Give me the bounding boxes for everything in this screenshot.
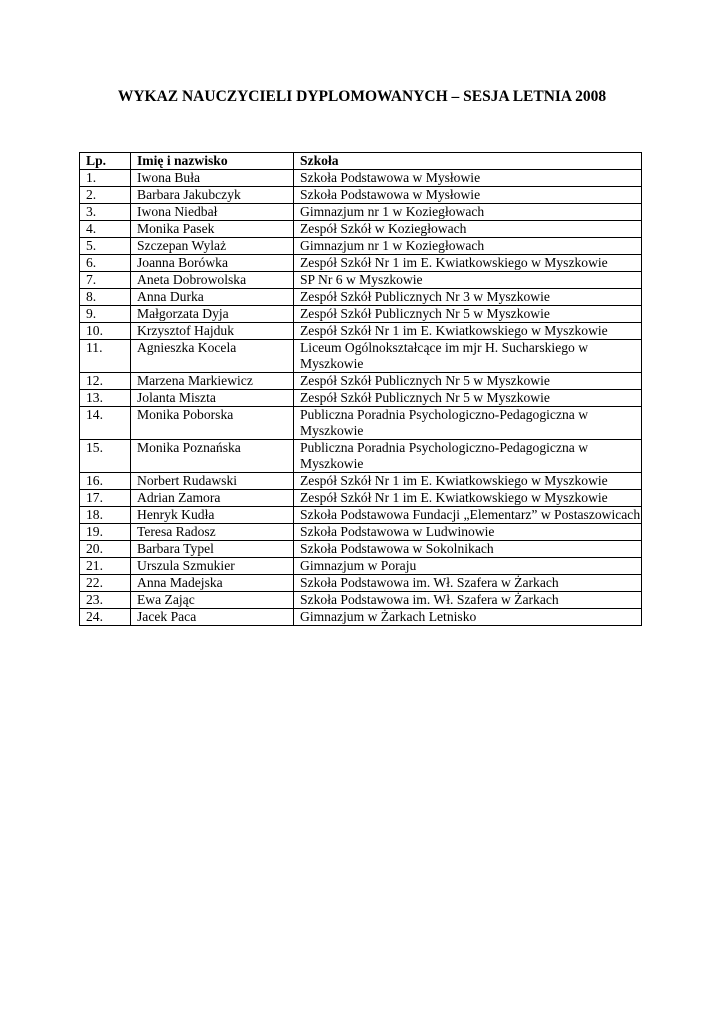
teachers-table [79,152,642,626]
table-row [80,490,642,507]
teacher-name-cell: Krzysztof Hajduk [131,323,294,340]
table-row [80,592,642,609]
row-number-cell: 12. [80,373,131,390]
teacher-name-cell: Norbert Rudawski [131,473,294,490]
teacher-name-cell: Małgorzata Dyja [131,306,294,323]
table-row [80,289,642,306]
page-title: WYKAZ NAUCZYCIELI DYPLOMOWANYCH – SESJA LETNIA 2008 [117,88,607,105]
row-number-cell: 6. [80,255,131,272]
school-name-cell: Zespół Szkół Nr 1 im E. Kwiatkowskiego w Myszkowie [294,255,642,272]
teacher-name-cell: Aneta Dobrowolska [131,272,294,289]
school-name-cell: Zespół Szkół Nr 1 im E. Kwiatkowskiego w Myszkowie [294,323,642,340]
row-number-cell: 18. [80,507,131,524]
column-header-school: Szkoła [294,153,642,170]
school-name-cell: Gimnazjum w Żarkach Letnisko [294,609,642,626]
row-number-cell: 10. [80,323,131,340]
teacher-name-cell: Henryk Kudła [131,507,294,524]
school-name-cell: Zespół Szkół Nr 1 im E. Kwiatkowskiego w Myszkowie [294,490,642,507]
table-row [80,306,642,323]
teacher-name-cell: Monika Pasek [131,221,294,238]
table-row [80,609,642,626]
teacher-name-cell: Szczepan Wylaż [131,238,294,255]
teacher-name-cell: Urszula Szmukier [131,558,294,575]
table-row [80,507,642,524]
table-body [80,170,642,626]
school-name-cell: Liceum Ogólnokształcące im mjr H. Sucharskiego w Myszkowie [294,340,642,373]
row-number-cell: 15. [80,440,131,473]
teacher-name-cell: Marzena Markiewicz [131,373,294,390]
school-name-cell: Szkoła Podstawowa w Ludwinowie [294,524,642,541]
teacher-name-cell: Anna Durka [131,289,294,306]
row-number-cell: 20. [80,541,131,558]
school-name-cell: Publiczna Poradnia Psychologiczno-Pedagogiczna w Myszkowie [294,440,642,473]
row-number-cell: 17. [80,490,131,507]
school-name-cell: Zespół Szkół Publicznych Nr 3 w Myszkowie [294,289,642,306]
teacher-name-cell: Ewa Zając [131,592,294,609]
table-row [80,221,642,238]
school-name-cell: Zespół Szkół Publicznych Nr 5 w Myszkowie [294,306,642,323]
teacher-name-cell: Monika Poznańska [131,440,294,473]
row-number-cell: 19. [80,524,131,541]
table-row [80,238,642,255]
teacher-name-cell: Teresa Radosz [131,524,294,541]
table-row [80,558,642,575]
row-number-cell: 13. [80,390,131,407]
row-number-cell: 16. [80,473,131,490]
table-row [80,440,642,473]
school-name-cell: Szkoła Podstawowa im. Wł. Szafera w Żarkach [294,575,642,592]
row-number-cell: 9. [80,306,131,323]
school-name-cell: Gimnazjum nr 1 w Koziegłowach [294,204,642,221]
school-name-cell: Publiczna Poradnia Psychologiczno-Pedagogiczna w Myszkowie [294,407,642,440]
row-number-cell: 5. [80,238,131,255]
column-header-lp: Lp. [80,153,131,170]
school-name-cell: Szkoła Podstawowa w Sokolnikach [294,541,642,558]
row-number-cell: 4. [80,221,131,238]
table-row [80,204,642,221]
school-name-cell: Szkoła Podstawowa w Mysłowie [294,170,642,187]
teacher-name-cell: Barbara Typel [131,541,294,558]
teacher-name-cell: Monika Poborska [131,407,294,440]
teacher-name-cell: Iwona Buła [131,170,294,187]
teacher-name-cell: Jolanta Miszta [131,390,294,407]
teacher-name-cell: Adrian Zamora [131,490,294,507]
school-name-cell: SP Nr 6 w Myszkowie [294,272,642,289]
row-number-cell: 23. [80,592,131,609]
school-name-cell: Szkoła Podstawowa w Mysłowie [294,187,642,204]
school-name-cell: Szkoła Podstawowa im. Wł. Szafera w Żarkach [294,592,642,609]
row-number-cell: 1. [80,170,131,187]
table-row [80,323,642,340]
school-name-cell: Gimnazjum w Poraju [294,558,642,575]
table-row [80,575,642,592]
row-number-cell: 8. [80,289,131,306]
school-name-cell: Zespół Szkół Nr 1 im E. Kwiatkowskiego w Myszkowie [294,473,642,490]
row-number-cell: 24. [80,609,131,626]
table-row [80,473,642,490]
table-row [80,407,642,440]
school-name-cell: Szkoła Podstawowa Fundacji „Elementarz” w Postaszowicach [294,507,642,524]
teacher-name-cell: Anna Madejska [131,575,294,592]
teacher-name-cell: Iwona Niedbał [131,204,294,221]
column-header-name: Imię i nazwisko [131,153,294,170]
table-row [80,541,642,558]
table-row [80,170,642,187]
table-row [80,373,642,390]
table-row [80,340,642,373]
teacher-name-cell: Joanna Borówka [131,255,294,272]
table-header-row [80,153,642,170]
teacher-name-cell: Barbara Jakubczyk [131,187,294,204]
school-name-cell: Zespół Szkół Publicznych Nr 5 w Myszkowie [294,373,642,390]
table-row [80,255,642,272]
school-name-cell: Zespół Szkół w Koziegłowach [294,221,642,238]
table-row [80,390,642,407]
row-number-cell: 14. [80,407,131,440]
table-row [80,187,642,204]
row-number-cell: 21. [80,558,131,575]
table-row [80,524,642,541]
teacher-name-cell: Agnieszka Kocela [131,340,294,373]
table-row [80,272,642,289]
row-number-cell: 22. [80,575,131,592]
row-number-cell: 3. [80,204,131,221]
school-name-cell: Zespół Szkół Publicznych Nr 5 w Myszkowie [294,390,642,407]
row-number-cell: 2. [80,187,131,204]
row-number-cell: 7. [80,272,131,289]
teacher-name-cell: Jacek Paca [131,609,294,626]
school-name-cell: Gimnazjum nr 1 w Koziegłowach [294,238,642,255]
row-number-cell: 11. [80,340,131,373]
